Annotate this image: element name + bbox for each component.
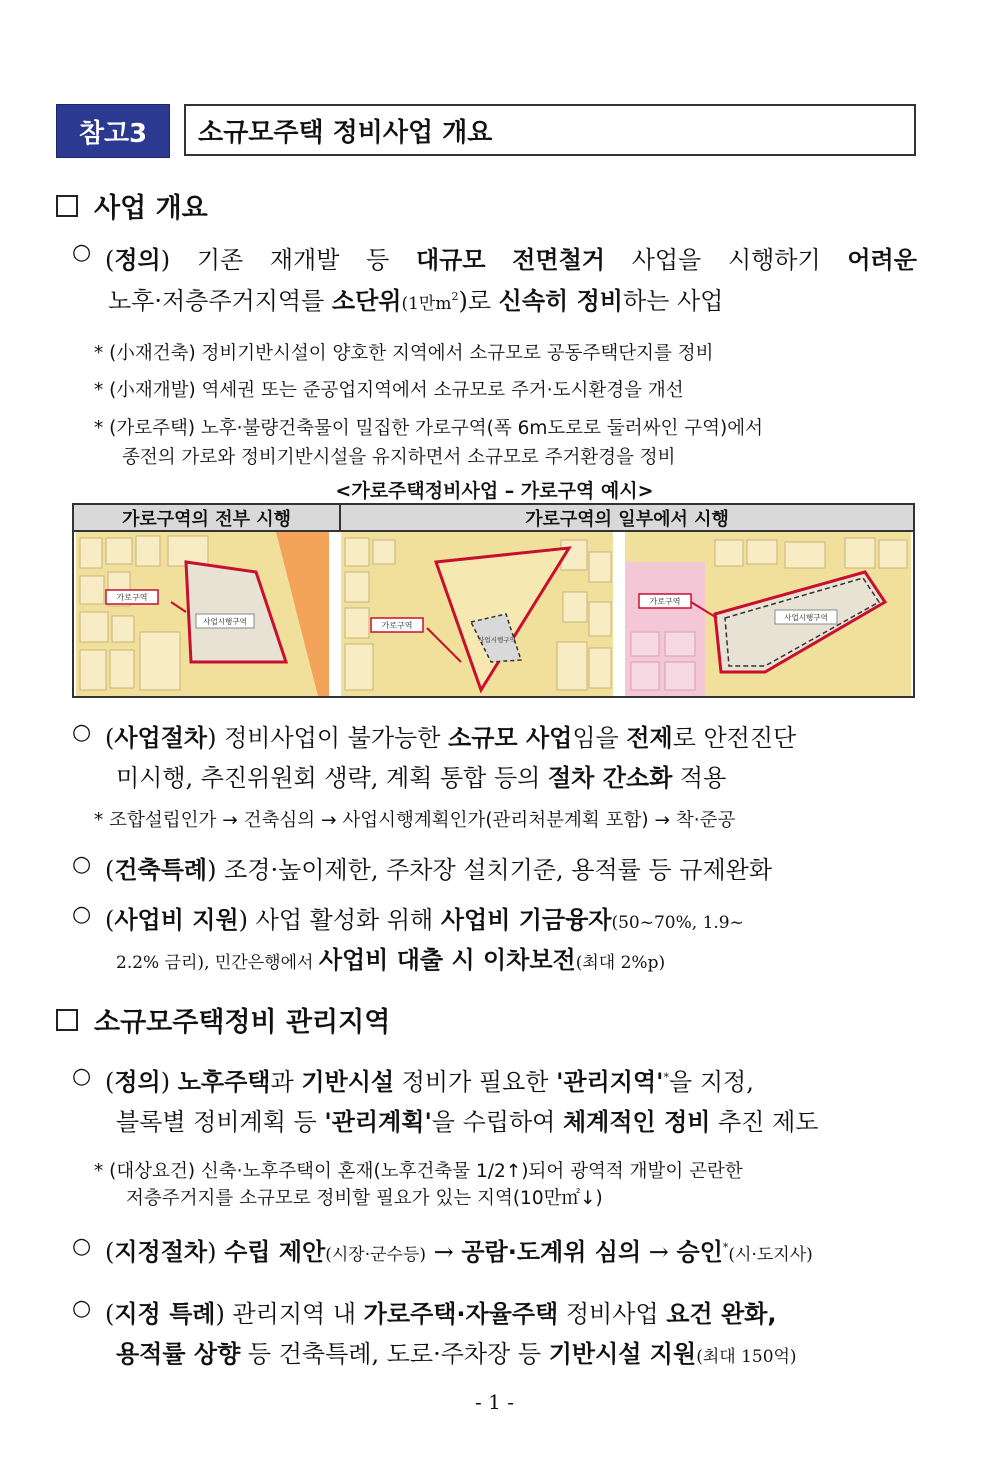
figure-col-header-full: 가로구역의 전부 시행 xyxy=(74,505,341,532)
page-title: 소규모주택 정비사업 개요 xyxy=(184,104,916,156)
cost-support-line-2: 2.2% 금리), 민간은행에서 사업비 대출 시 이차보전(최대 2%p) xyxy=(116,946,666,974)
designation-special-line-2: 용적률 상향 등 건축특례, 도로·주차장 등 기반시설 지원(최대 150억) xyxy=(116,1340,797,1368)
area-requirement-note-2: 저층주거지를 소규모로 정비할 필요가 있는 지역(10만㎡↓) xyxy=(126,1188,603,1209)
svg-text:사업시행구역: 사업시행구역 xyxy=(203,617,247,626)
procedure-bullet-icon: ○ xyxy=(72,720,92,745)
map-full-block xyxy=(76,532,329,696)
svg-text:사업시행구역: 사업시행구역 xyxy=(784,613,828,622)
definition-line-1: (정의) 기존 재개발 등 대규모 전면철거 사업을 시행하기 어려운 xyxy=(105,246,917,274)
building-special-line: (건축특례) 조경·높이제한, 주차장 설치기준, 용적률 등 규제완화 xyxy=(105,856,773,884)
procedure-line-2: 미시행, 추진위원회 생략, 계획 통합 등의 절차 간소화 적용 xyxy=(116,764,727,792)
street-block-figure xyxy=(72,503,915,698)
note-street-housing-2: 종전의 가로와 정비기반시설을 유지하면서 소규모로 주거환경을 정비 xyxy=(122,447,676,468)
svg-text:가로구역: 가로구역 xyxy=(381,621,413,630)
section-heading-management-area xyxy=(56,1000,390,1039)
designation-bullet-icon: ○ xyxy=(72,1234,92,1259)
map-partial-block-1 xyxy=(341,532,613,696)
figure-col-header-partial: 가로구역의 일부에서 시행 xyxy=(341,505,913,532)
page-number: - 1 - xyxy=(475,1390,514,1414)
section-heading-text: 소규모주택정비 관리지역 xyxy=(94,1007,391,1038)
area-definition-bullet-icon: ○ xyxy=(72,1064,92,1089)
section-heading-overview xyxy=(56,186,208,225)
note-small-redevelopment: * (小재개발) 역세권 또는 준공업지역에서 소규모로 주거·도시환경을 개선 xyxy=(94,380,684,401)
designation-special-line-1: (지정 특례) 관리지역 내 가로주택·자율주택 정비사업 요건 완화, xyxy=(105,1300,777,1328)
area-definition-line-2: 블록별 정비계획 등 '관리계획'을 수립하여 체계적인 정비 추진 제도 xyxy=(116,1108,819,1136)
svg-text:가로구역: 가로구역 xyxy=(116,593,148,602)
area-definition-line-1: (정의) 노후주택과 기반시설 정비가 필요한 '관리지역'*을 지정, xyxy=(105,1068,754,1096)
definition-line-2: 노후·저층주거지역를 소단위(1만$m^2$)로 신속히 정비하는 사업 xyxy=(108,287,724,315)
figure-caption: <가로주택정비사업 – 가로구역 예시> xyxy=(335,480,654,502)
reference-tag: 참고3 xyxy=(56,104,170,158)
cost-bullet-icon: ○ xyxy=(72,902,92,927)
procedure-line-1: (사업절차) 정비사업이 불가능한 소규모 사업임을 전제로 안전진단 xyxy=(105,724,797,752)
section-heading-text: 사업 개요 xyxy=(94,193,208,224)
cost-support-line-1: (사업비 지원) 사업 활성화 위해 사업비 기금융자(50~70%, 1.9~ xyxy=(105,906,744,934)
definition-bullet-icon: ○ xyxy=(72,240,92,265)
designation-procedure-line: (지정절차) 수립 제안(시장·군수등) → 공람·도계위 심의 → 승인*(시·도지사) xyxy=(105,1238,813,1266)
note-street-housing-1: * (가로주택) 노후·불량건축물이 밀집한 가로구역(폭 6m도로로 둘러싸인 구역)에서 xyxy=(94,418,763,439)
svg-text:사업시행구역: 사업시행구역 xyxy=(478,636,516,644)
checkbox-square-icon xyxy=(56,195,78,217)
building-bullet-icon: ○ xyxy=(72,852,92,877)
area-requirement-note-1: * (대상요건) 신축·노후주택이 혼재(노후건축물 1/2↑)되어 광역적 개발이 곤란한 xyxy=(94,1161,743,1182)
checkbox-square-icon xyxy=(56,1009,78,1031)
procedure-note: * 조합설립인가 → 건축심의 → 사업시행계획인가(관리처분계획 포함) → 착·준공 xyxy=(94,810,736,831)
svg-text:가로구역: 가로구역 xyxy=(649,597,681,606)
map-partial-block-2 xyxy=(625,532,911,696)
note-small-rebuild: * (小재건축) 정비기반시설이 양호한 지역에서 소규모로 공동주택단지를 정비 xyxy=(94,343,714,364)
special-bullet-icon: ○ xyxy=(72,1296,92,1321)
